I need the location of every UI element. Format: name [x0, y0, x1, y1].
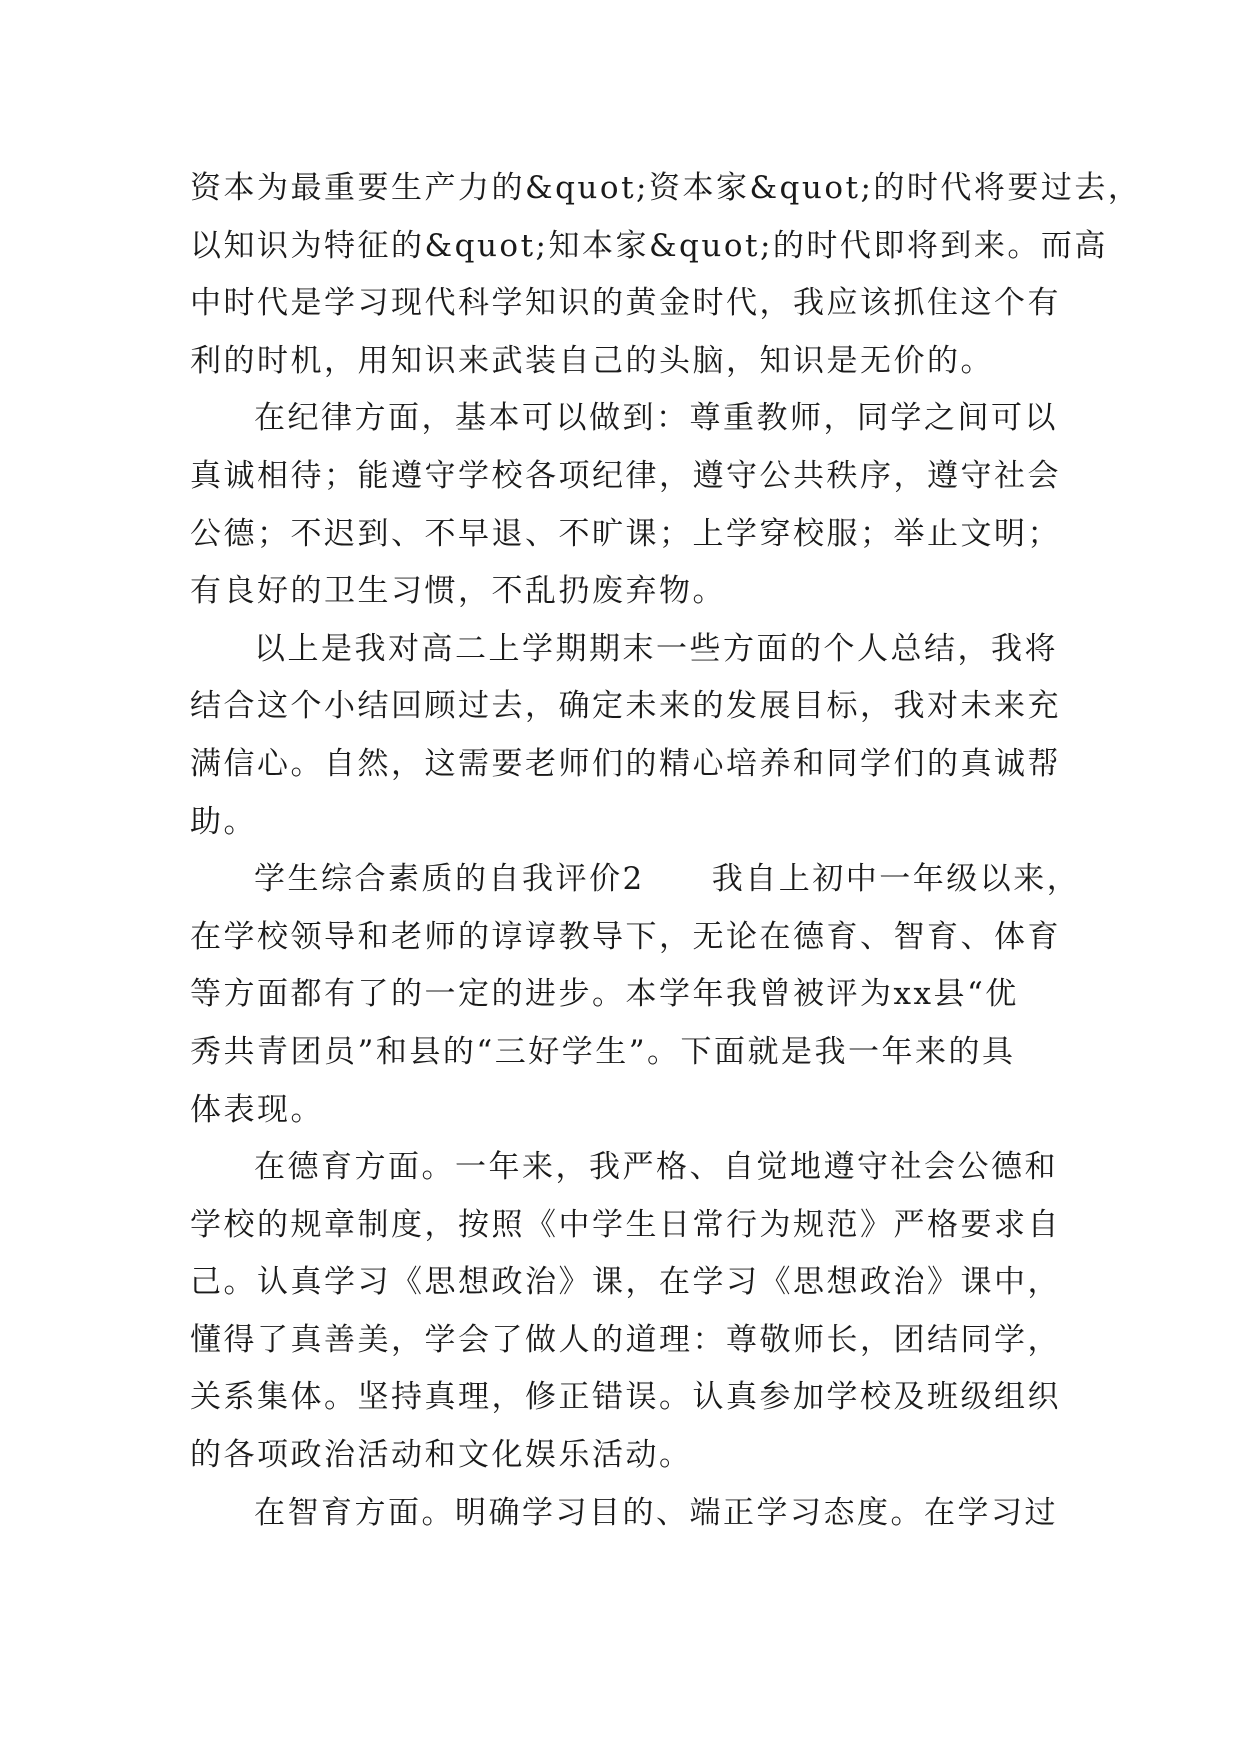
document-body [190, 160, 1142, 1542]
text-line: 公德；不迟到、不早退、不旷课；上学穿校服；举止文明； [190, 515, 1061, 552]
text-line: 利的时机，用知识来武装自己的头脑，知识是无价的。 [190, 342, 994, 379]
text-line: 真诚相待；能遵守学校各项纪律，遵守公共秩序，遵守社会 [190, 457, 1061, 494]
text-line: 以上是我对高二上学期期末一些方面的个人总结，我将 [254, 630, 1058, 667]
text-line: 资本为最重要生产力的&quot;资本家&quot;的时代将要过去， [190, 170, 1142, 206]
text-line: 秀共青团员”和县的“三好学生”。下面就是我一年来的具 [190, 1033, 1016, 1070]
text-line: 学生综合素质的自我评价2 我自上初中一年级以来， [254, 861, 1081, 898]
text-line: 体表现。 [190, 1091, 324, 1128]
text-line: 在德育方面。一年来，我严格、自觉地遵守社会公德和 [254, 1149, 1058, 1186]
text-line: 结合这个小结回顾过去，确定未来的发展目标，我对未来充 [190, 688, 1061, 725]
text-line: 己。认真学习《思想政治》课，在学习《思想政治》课中， [190, 1264, 1061, 1301]
text-line: 在学校领导和老师的谆谆教导下，无论在德育、智育、体育 [190, 918, 1061, 955]
text-line: 助。 [190, 803, 257, 840]
text-line: 关系集体。坚持真理，修正错误。认真参加学校及班级组织 [190, 1379, 1061, 1416]
text-line: 懂得了真善美，学会了做人的道理：尊敬师长，团结同学， [190, 1321, 1061, 1358]
text-line: 学校的规章制度，按照《中学生日常行为规范》严格要求自 [190, 1206, 1061, 1243]
text-line: 在智育方面。明确学习目的、端正学习态度。在学习过 [254, 1494, 1058, 1531]
text-line: 在纪律方面，基本可以做到：尊重教师，同学之间可以 [254, 400, 1058, 437]
text-line: 的各项政治活动和文化娱乐活动。 [190, 1437, 693, 1474]
text-line: 以知识为特征的&quot;知本家&quot;的时代即将到来。而高 [190, 227, 1108, 264]
text-line: 等方面都有了的一定的进步。本学年我曾被评为xx县“优 [190, 976, 1019, 1013]
text-line: 满信心。自然，这需要老师们的精心培养和同学们的真诚帮 [190, 745, 1061, 782]
text-line: 有良好的卫生习惯，不乱扔废弃物。 [190, 573, 726, 610]
text-line: 中时代是学习现代科学知识的黄金时代，我应该抓住这个有 [190, 285, 1061, 322]
